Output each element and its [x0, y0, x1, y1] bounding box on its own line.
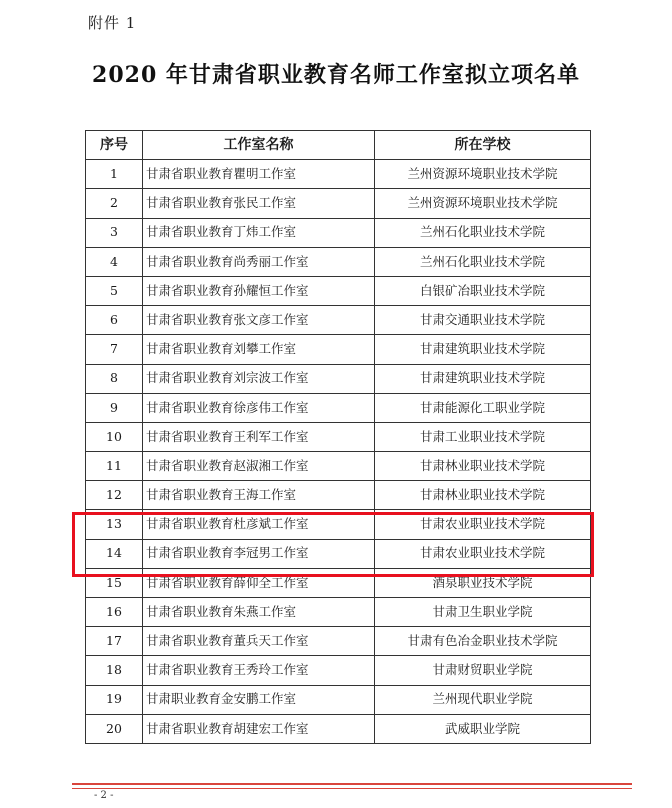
studio-name: 甘肃省职业教育王秀玲工作室	[143, 656, 375, 685]
school-name: 兰州资源环境职业技术学院	[375, 189, 591, 218]
school-name: 兰州石化职业技术学院	[375, 247, 591, 276]
school-name: 兰州石化职业技术学院	[375, 218, 591, 247]
studio-name: 甘肃省职业教育张文彦工作室	[143, 306, 375, 335]
row-number: 13	[86, 510, 143, 539]
studio-name: 甘肃省职业教育丁炜工作室	[143, 218, 375, 247]
table-row	[86, 656, 591, 685]
studio-name: 甘肃省职业教育李冠男工作室	[143, 539, 375, 568]
row-number: 11	[86, 452, 143, 481]
footer-divider-thin	[72, 788, 632, 789]
table-row	[86, 218, 591, 247]
school-name: 甘肃能源化工职业学院	[375, 393, 591, 422]
studio-name: 甘肃职业教育金安鹏工作室	[143, 685, 375, 714]
footer-divider	[72, 783, 632, 785]
row-number: 9	[86, 393, 143, 422]
studio-list-table	[85, 130, 591, 744]
page-number: - 2 -	[94, 790, 114, 801]
school-name: 兰州现代职业学院	[375, 685, 591, 714]
row-number: 10	[86, 422, 143, 451]
studio-name: 甘肃省职业教育孙耀恒工作室	[143, 276, 375, 305]
studio-name: 甘肃省职业教育王海工作室	[143, 481, 375, 510]
table-row	[86, 276, 591, 305]
row-number: 2	[86, 189, 143, 218]
table-row	[86, 189, 591, 218]
row-number: 3	[86, 218, 143, 247]
row-number: 4	[86, 247, 143, 276]
school-name: 甘肃有色冶金职业技术学院	[375, 627, 591, 656]
studio-name: 甘肃省职业教育薛仰全工作室	[143, 568, 375, 597]
table-row	[86, 393, 591, 422]
row-number: 15	[86, 568, 143, 597]
school-name: 武威职业学院	[375, 714, 591, 743]
header-school: 所在学校	[375, 131, 591, 160]
row-number: 8	[86, 364, 143, 393]
row-number: 20	[86, 714, 143, 743]
table-row	[86, 714, 591, 743]
row-number: 1	[86, 160, 143, 189]
header-studio-name: 工作室名称	[143, 131, 375, 160]
row-number: 18	[86, 656, 143, 685]
school-name: 甘肃财贸职业学院	[375, 656, 591, 685]
row-number: 14	[86, 539, 143, 568]
school-name: 甘肃建筑职业技术学院	[375, 335, 591, 364]
studio-name: 甘肃省职业教育刘宗波工作室	[143, 364, 375, 393]
table-row	[86, 364, 591, 393]
studio-name: 甘肃省职业教育朱燕工作室	[143, 598, 375, 627]
row-number: 7	[86, 335, 143, 364]
row-number: 19	[86, 685, 143, 714]
studio-name: 甘肃省职业教育张民工作室	[143, 189, 375, 218]
school-name: 甘肃建筑职业技术学院	[375, 364, 591, 393]
table-row	[86, 627, 591, 656]
row-number: 6	[86, 306, 143, 335]
table-row	[86, 160, 591, 189]
table-row	[86, 335, 591, 364]
school-name: 白银矿冶职业技术学院	[375, 276, 591, 305]
school-name: 酒泉职业技术学院	[375, 568, 591, 597]
row-number: 5	[86, 276, 143, 305]
school-name: 甘肃卫生职业学院	[375, 598, 591, 627]
school-name: 甘肃工业职业技术学院	[375, 422, 591, 451]
school-name: 甘肃林业职业技术学院	[375, 481, 591, 510]
row-number: 12	[86, 481, 143, 510]
row-number: 17	[86, 627, 143, 656]
studio-name: 甘肃省职业教育王利军工作室	[143, 422, 375, 451]
table-row	[86, 539, 591, 568]
row-number: 16	[86, 598, 143, 627]
studio-name: 甘肃省职业教育尚秀丽工作室	[143, 247, 375, 276]
studio-name: 甘肃省职业教育杜彦斌工作室	[143, 510, 375, 539]
table-header-row	[86, 131, 591, 160]
school-name: 甘肃农业职业技术学院	[375, 510, 591, 539]
table-row	[86, 306, 591, 335]
table-row	[86, 685, 591, 714]
table-row	[86, 481, 591, 510]
school-name: 甘肃农业职业技术学院	[375, 539, 591, 568]
attachment-label: 附件 1	[88, 14, 137, 32]
header-number: 序号	[86, 131, 143, 160]
school-name: 甘肃交通职业技术学院	[375, 306, 591, 335]
studio-name: 甘肃省职业教育刘攀工作室	[143, 335, 375, 364]
document-title: 2020 年甘肃省职业教育名师工作室拟立项名单	[92, 62, 580, 88]
table-row	[86, 598, 591, 627]
table-row	[86, 452, 591, 481]
studio-name: 甘肃省职业教育胡建宏工作室	[143, 714, 375, 743]
table-row	[86, 568, 591, 597]
table-row	[86, 510, 591, 539]
studio-name: 甘肃省职业教育赵淑湘工作室	[143, 452, 375, 481]
table-row	[86, 422, 591, 451]
table-row	[86, 247, 591, 276]
school-name: 甘肃林业职业技术学院	[375, 452, 591, 481]
studio-name: 甘肃省职业教育徐彦伟工作室	[143, 393, 375, 422]
school-name: 兰州资源环境职业技术学院	[375, 160, 591, 189]
studio-name: 甘肃省职业教育董兵天工作室	[143, 627, 375, 656]
studio-name: 甘肃省职业教育瞿明工作室	[143, 160, 375, 189]
